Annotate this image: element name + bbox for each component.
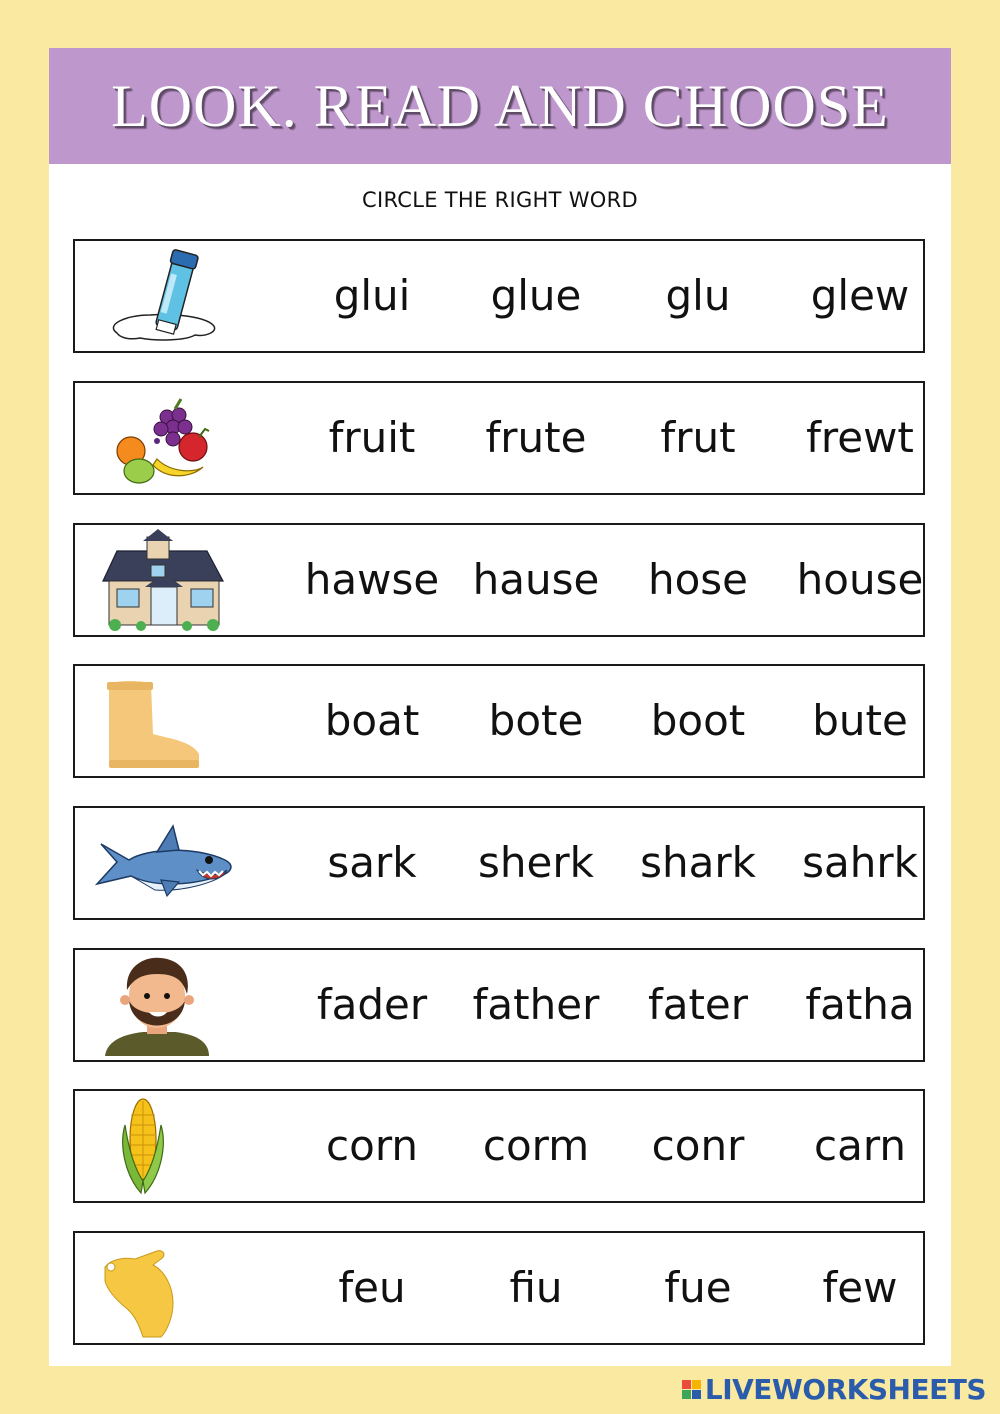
answer-option[interactable]: few	[822, 1263, 898, 1312]
question-row-8	[73, 1231, 925, 1345]
answer-option[interactable]: carn	[814, 1121, 906, 1170]
answer-option[interactable]: corm	[482, 1121, 590, 1170]
answer-option[interactable]: house	[796, 555, 924, 604]
answer-option[interactable]: glue	[490, 271, 582, 320]
answer-option[interactable]: conr	[651, 1121, 745, 1170]
answer-option[interactable]: frute	[485, 413, 587, 462]
answer-option[interactable]: sherk	[478, 838, 594, 887]
answer-option[interactable]: frut	[660, 413, 736, 462]
question-row-5	[73, 806, 925, 920]
answer-option[interactable]: shark	[640, 838, 756, 887]
question-row-6	[73, 948, 925, 1062]
answer-option[interactable]: hause	[472, 555, 600, 604]
answer-option[interactable]: hose	[647, 555, 749, 604]
worksheet	[49, 48, 951, 1366]
brand-name: LIVEWORKSHEETS	[704, 1373, 986, 1406]
question-row-7	[73, 1089, 925, 1203]
liveworksheets-logo-icon	[682, 1380, 701, 1399]
page-title: LOOK. READ AND CHOOSE	[111, 72, 889, 139]
few-hand-icon	[95, 1237, 245, 1339]
glue-stick-icon	[95, 245, 245, 347]
shark-icon	[95, 812, 245, 914]
answer-option[interactable]: sahrk	[802, 838, 918, 887]
answer-option[interactable]: frewt	[806, 413, 914, 462]
answer-option[interactable]: father	[472, 980, 600, 1029]
answer-option[interactable]: bute	[812, 696, 908, 745]
instructions: CIRCLE THE RIGHT WORD	[362, 188, 638, 212]
answer-option[interactable]: hawse	[304, 555, 440, 604]
corn-icon	[95, 1095, 245, 1197]
answer-option[interactable]: fiu	[509, 1263, 563, 1312]
title-banner	[49, 48, 951, 164]
father-icon	[95, 954, 245, 1056]
question-row-3	[73, 523, 925, 637]
answer-option[interactable]: fue	[664, 1263, 732, 1312]
question-row-1	[73, 239, 925, 353]
answer-option[interactable]: boat	[324, 696, 420, 745]
liveworksheets-logo	[682, 1373, 986, 1406]
question-row-4	[73, 664, 925, 778]
answer-option[interactable]: bote	[488, 696, 584, 745]
answer-option[interactable]: glu	[665, 271, 731, 320]
fruit-icon	[95, 387, 245, 489]
house-icon	[95, 529, 245, 631]
answer-option[interactable]: fater	[647, 980, 749, 1029]
answer-option[interactable]: fader	[316, 980, 428, 1029]
answer-option[interactable]: glew	[810, 271, 910, 320]
answer-option[interactable]: glui	[333, 271, 411, 320]
answer-option[interactable]: fatha	[805, 980, 915, 1029]
answer-option[interactable]: boot	[650, 696, 746, 745]
answer-option[interactable]: sark	[327, 838, 417, 887]
answer-option[interactable]: fruit	[328, 413, 416, 462]
question-row-2	[73, 381, 925, 495]
answer-option[interactable]: corn	[326, 1121, 418, 1170]
answer-option[interactable]: feu	[338, 1263, 406, 1312]
boot-icon	[95, 670, 245, 772]
